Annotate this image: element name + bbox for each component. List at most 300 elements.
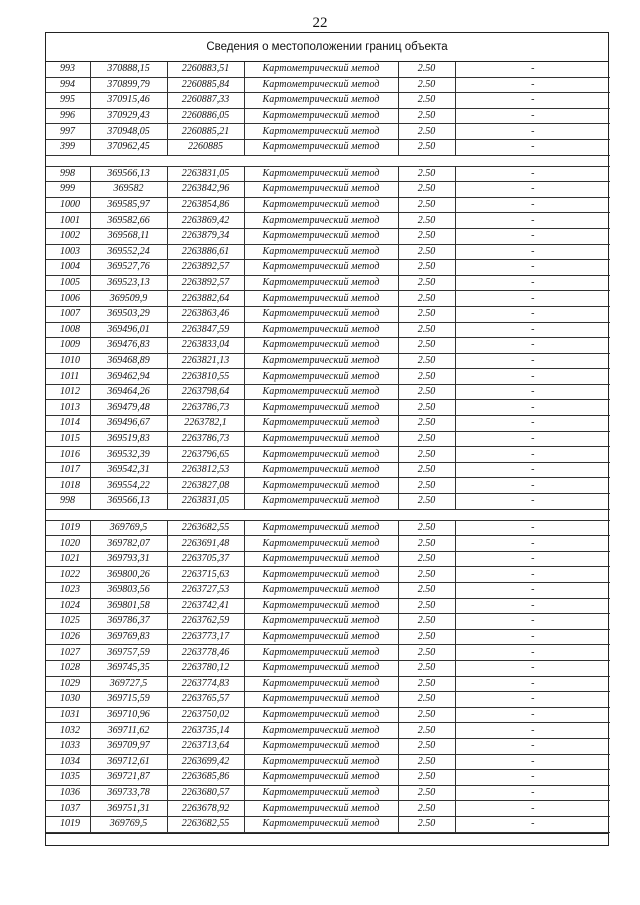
extra-info-cell: - [455,494,610,510]
extra-info-cell: - [455,369,610,385]
accuracy-cell: 2.50 [398,77,455,93]
accuracy-cell: 2.50 [398,494,455,510]
method-cell: Картометрический метод [244,369,398,385]
accuracy-cell: 2.50 [398,645,455,661]
accuracy-cell: 2.50 [398,275,455,291]
point-number-cell: 1006 [46,291,90,307]
table-row [46,244,610,260]
coordinate-x-cell: 369554,22 [90,478,167,494]
coordinate-y-cell: 2260885,21 [167,124,244,140]
extra-info-cell: - [455,400,610,416]
extra-info-cell: - [455,738,610,754]
coordinate-x-cell: 369710,96 [90,707,167,723]
accuracy-cell: 2.50 [398,614,455,630]
point-number-cell: 1019 [46,520,90,536]
table-row [46,322,610,338]
coordinate-y-cell: 2263715,63 [167,567,244,583]
method-cell: Картометрический метод [244,551,398,567]
coordinate-x-cell: 369801,58 [90,598,167,614]
method-cell: Картометрический метод [244,478,398,494]
extra-info-cell: - [455,583,610,599]
method-cell: Картометрический метод [244,400,398,416]
coordinate-y-cell: 2263798,64 [167,384,244,400]
coordinate-y-cell: 2263750,02 [167,707,244,723]
method-cell: Картометрический метод [244,645,398,661]
extra-info-cell: - [455,275,610,291]
coordinate-x-cell: 369721,87 [90,770,167,786]
table-row [46,645,610,661]
coordinate-x-cell: 369786,37 [90,614,167,630]
point-number-cell: 994 [46,77,90,93]
coordinate-x-cell: 370948,05 [90,124,167,140]
extra-info-cell: - [455,447,610,463]
extra-info-cell: - [455,93,610,109]
extra-info-cell: - [455,77,610,93]
accuracy-cell: 2.50 [398,770,455,786]
method-cell: Картометрический метод [244,692,398,708]
extra-info-cell: - [455,291,610,307]
table-row [46,182,610,198]
coordinate-x-cell: 369476,83 [90,338,167,354]
method-cell: Картометрический метод [244,353,398,369]
method-cell: Картометрический метод [244,583,398,599]
coordinate-x-cell: 369503,29 [90,306,167,322]
coordinate-y-cell: 2263831,05 [167,166,244,182]
coordinate-y-cell: 2263735,14 [167,723,244,739]
coordinate-y-cell: 2263886,61 [167,244,244,260]
coordinate-x-cell: 369582 [90,182,167,198]
page-number: 22 [312,15,328,31]
accuracy-cell: 2.50 [398,93,455,109]
table-row [46,723,610,739]
extra-info-cell: - [455,676,610,692]
coordinate-y-cell: 2263773,17 [167,629,244,645]
method-cell: Картометрический метод [244,660,398,676]
accuracy-cell: 2.50 [398,166,455,182]
table-row [46,738,610,754]
method-cell: Картометрический метод [244,462,398,478]
coordinate-y-cell: 2263782,1 [167,416,244,432]
coordinate-y-cell: 2263892,57 [167,275,244,291]
coordinate-x-cell: 369523,13 [90,275,167,291]
coordinate-x-cell: 369527,76 [90,260,167,276]
table-row [46,400,610,416]
coordinate-y-cell: 2263699,42 [167,754,244,770]
table-row [46,598,610,614]
point-number-cell: 1015 [46,431,90,447]
coordinate-y-cell: 2263786,73 [167,431,244,447]
coordinate-x-cell: 369566,13 [90,494,167,510]
coordinate-y-cell: 2260885,84 [167,77,244,93]
point-number-cell: 1016 [46,447,90,463]
point-number-cell: 1034 [46,754,90,770]
accuracy-cell: 2.50 [398,353,455,369]
extra-info-cell: - [455,629,610,645]
method-cell: Картометрический метод [244,108,398,124]
point-number-cell: 1025 [46,614,90,630]
accuracy-cell: 2.50 [398,462,455,478]
coordinate-y-cell: 2260883,51 [167,62,244,77]
coordinate-y-cell: 2260885 [167,139,244,155]
coordinate-x-cell: 369568,11 [90,228,167,244]
extra-info-cell: - [455,692,610,708]
point-number-cell: 995 [46,93,90,109]
point-number-cell: 1029 [46,676,90,692]
coordinate-y-cell: 2263691,48 [167,536,244,552]
accuracy-cell: 2.50 [398,785,455,801]
coordinate-y-cell: 2263827,08 [167,478,244,494]
extra-info-cell: - [455,598,610,614]
table-row [46,431,610,447]
accuracy-cell: 2.50 [398,244,455,260]
accuracy-cell: 2.50 [398,322,455,338]
table-row [46,520,610,536]
method-cell: Картометрический метод [244,384,398,400]
accuracy-cell: 2.50 [398,62,455,77]
accuracy-cell: 2.50 [398,384,455,400]
point-number-cell: 1007 [46,306,90,322]
coordinate-y-cell: 2263685,86 [167,770,244,786]
point-number-cell: 1026 [46,629,90,645]
point-number-cell: 998 [46,494,90,510]
accuracy-cell: 2.50 [398,306,455,322]
coordinate-x-cell: 369800,26 [90,567,167,583]
point-number-cell: 399 [46,139,90,155]
method-cell: Картометрический метод [244,182,398,198]
extra-info-cell: - [455,139,610,155]
point-number-cell: 1010 [46,353,90,369]
table-row [46,462,610,478]
coordinate-x-cell: 369542,31 [90,462,167,478]
boundary-info-frame [45,32,609,846]
coordinate-y-cell: 2263812,53 [167,462,244,478]
method-cell: Картометрический метод [244,723,398,739]
table-row [46,62,610,77]
coordinate-x-cell: 369462,94 [90,369,167,385]
point-number-cell: 1024 [46,598,90,614]
table-row [46,197,610,213]
coordinate-y-cell: 2263833,04 [167,338,244,354]
coordinate-y-cell: 2263742,41 [167,598,244,614]
accuracy-cell: 2.50 [398,567,455,583]
accuracy-cell: 2.50 [398,108,455,124]
method-cell: Картометрический метод [244,291,398,307]
table-row [46,785,610,801]
accuracy-cell: 2.50 [398,416,455,432]
point-number-cell: 1027 [46,645,90,661]
coordinate-x-cell: 370962,45 [90,139,167,155]
extra-info-cell: - [455,108,610,124]
point-number-cell: 1017 [46,462,90,478]
coordinate-x-cell: 369757,59 [90,645,167,661]
point-number-cell: 1021 [46,551,90,567]
coordinate-y-cell: 2263765,57 [167,692,244,708]
point-number-cell: 1030 [46,692,90,708]
table-row [46,108,610,124]
extra-info-cell: - [455,551,610,567]
extra-info-cell: - [455,645,610,661]
extra-info-cell: - [455,801,610,817]
point-number-cell: 1022 [46,567,90,583]
accuracy-cell: 2.50 [398,431,455,447]
method-cell: Картометрический метод [244,306,398,322]
point-number-cell: 1019 [46,816,90,832]
coordinate-x-cell: 369751,31 [90,801,167,817]
method-cell: Картометрический метод [244,520,398,536]
coordinate-y-cell: 2263705,37 [167,551,244,567]
coordinates-table [46,62,610,833]
accuracy-cell: 2.50 [398,520,455,536]
extra-info-cell: - [455,260,610,276]
accuracy-cell: 2.50 [398,598,455,614]
extra-info-cell: - [455,62,610,77]
extra-info-cell: - [455,478,610,494]
point-number-cell: 1000 [46,197,90,213]
accuracy-cell: 2.50 [398,660,455,676]
point-number-cell: 1018 [46,478,90,494]
accuracy-cell: 2.50 [398,754,455,770]
accuracy-cell: 2.50 [398,583,455,599]
coordinate-x-cell: 369509,9 [90,291,167,307]
coordinate-x-cell: 370915,46 [90,93,167,109]
point-number-cell: 1014 [46,416,90,432]
extra-info-cell: - [455,462,610,478]
accuracy-cell: 2.50 [398,124,455,140]
method-cell: Картометрический метод [244,93,398,109]
table-row [46,93,610,109]
group-separator-cell [46,509,610,520]
accuracy-cell: 2.50 [398,723,455,739]
table-row [46,353,610,369]
coordinate-x-cell: 369727,5 [90,676,167,692]
accuracy-cell: 2.50 [398,197,455,213]
coordinate-x-cell: 369793,31 [90,551,167,567]
coordinate-x-cell: 369519,83 [90,431,167,447]
accuracy-cell: 2.50 [398,291,455,307]
point-number-cell: 1004 [46,260,90,276]
point-number-cell: 1012 [46,384,90,400]
extra-info-cell: - [455,306,610,322]
coordinate-y-cell: 2263854,86 [167,197,244,213]
extra-info-cell: - [455,660,610,676]
method-cell: Картометрический метод [244,707,398,723]
table-row [46,692,610,708]
extra-info-cell: - [455,770,610,786]
coordinate-x-cell: 370929,43 [90,108,167,124]
point-number-cell: 993 [46,62,90,77]
point-number-cell: 1032 [46,723,90,739]
method-cell: Картометрический метод [244,77,398,93]
method-cell: Картометрический метод [244,447,398,463]
accuracy-cell: 2.50 [398,139,455,155]
method-cell: Картометрический метод [244,228,398,244]
coordinate-y-cell: 2263682,55 [167,816,244,832]
coordinate-x-cell: 369468,89 [90,353,167,369]
accuracy-cell: 2.50 [398,228,455,244]
coordinate-y-cell: 2263879,34 [167,228,244,244]
table-row [46,676,610,692]
method-cell: Картометрический метод [244,676,398,692]
coordinate-y-cell: 2263810,55 [167,369,244,385]
table-row [46,614,610,630]
extra-info-cell: - [455,213,610,229]
point-number-cell: 1023 [46,583,90,599]
coordinate-x-cell: 369733,78 [90,785,167,801]
coordinate-x-cell: 369712,61 [90,754,167,770]
extra-info-cell: - [455,197,610,213]
point-number-cell: 1003 [46,244,90,260]
coordinate-x-cell: 369715,59 [90,692,167,708]
extra-info-cell: - [455,124,610,140]
table-row [46,583,610,599]
table-row [46,291,610,307]
coordinate-y-cell: 2263774,83 [167,676,244,692]
accuracy-cell: 2.50 [398,369,455,385]
method-cell: Картометрический метод [244,244,398,260]
accuracy-cell: 2.50 [398,707,455,723]
method-cell: Картометрический метод [244,124,398,140]
table-row [46,770,610,786]
coordinate-y-cell: 2263678,92 [167,801,244,817]
table-row [46,494,610,510]
coordinate-x-cell: 369479,48 [90,400,167,416]
coordinate-y-cell: 2260886,05 [167,108,244,124]
table-row [46,707,610,723]
point-number-cell: 1031 [46,707,90,723]
coordinate-y-cell: 2263831,05 [167,494,244,510]
method-cell: Картометрический метод [244,322,398,338]
extra-info-cell: - [455,338,610,354]
extra-info-cell: - [455,754,610,770]
table-row [46,306,610,322]
frame-title: Сведения о местоположении границ объекта [46,33,608,62]
table-row [46,447,610,463]
method-cell: Картометрический метод [244,166,398,182]
method-cell: Картометрический метод [244,139,398,155]
extra-info-cell: - [455,536,610,552]
table-row [46,166,610,182]
table-row [46,275,610,291]
coordinate-y-cell: 2263869,42 [167,213,244,229]
point-number-cell: 999 [46,182,90,198]
coordinates-table-body [46,62,610,832]
coordinate-x-cell: 369496,67 [90,416,167,432]
coordinate-x-cell: 369711,62 [90,723,167,739]
method-cell: Картометрический метод [244,260,398,276]
coordinate-x-cell: 369496,01 [90,322,167,338]
table-footer-blank-row [46,833,608,845]
point-number-cell: 997 [46,124,90,140]
coordinate-y-cell: 2263842,96 [167,182,244,198]
point-number-cell: 1013 [46,400,90,416]
method-cell: Картометрический метод [244,197,398,213]
table-row [46,801,610,817]
coordinate-y-cell: 2263682,55 [167,520,244,536]
coordinate-x-cell: 369745,35 [90,660,167,676]
method-cell: Картометрический метод [244,536,398,552]
table-row [46,77,610,93]
coordinate-x-cell: 369532,39 [90,447,167,463]
accuracy-cell: 2.50 [398,182,455,198]
point-number-cell: 998 [46,166,90,182]
point-number-cell: 1028 [46,660,90,676]
method-cell: Картометрический метод [244,275,398,291]
point-number-cell: 1009 [46,338,90,354]
table-row [46,416,610,432]
point-number-cell: 1008 [46,322,90,338]
coordinate-y-cell: 2263892,57 [167,260,244,276]
coordinate-x-cell: 369769,5 [90,520,167,536]
coordinate-y-cell: 2263713,64 [167,738,244,754]
extra-info-cell: - [455,384,610,400]
coordinate-x-cell: 370888,15 [90,62,167,77]
group-separator-row [46,509,610,520]
coordinate-x-cell: 369769,83 [90,629,167,645]
coordinate-y-cell: 2263780,12 [167,660,244,676]
table-row [46,551,610,567]
coordinate-y-cell: 2263680,57 [167,785,244,801]
extra-info-cell: - [455,182,610,198]
method-cell: Картометрический метод [244,770,398,786]
table-row [46,338,610,354]
table-row [46,660,610,676]
accuracy-cell: 2.50 [398,692,455,708]
point-number-cell: 1033 [46,738,90,754]
table-row [46,213,610,229]
method-cell: Картометрический метод [244,567,398,583]
coordinate-y-cell: 2263847,59 [167,322,244,338]
table-row [46,260,610,276]
table-row [46,567,610,583]
coordinate-y-cell: 2263762,59 [167,614,244,630]
coordinate-y-cell: 2263727,53 [167,583,244,599]
point-number-cell: 1002 [46,228,90,244]
table-row [46,139,610,155]
method-cell: Картометрический метод [244,598,398,614]
extra-info-cell: - [455,244,610,260]
coordinate-x-cell: 369803,56 [90,583,167,599]
method-cell: Картометрический метод [244,431,398,447]
extra-info-cell: - [455,353,610,369]
extra-info-cell: - [455,166,610,182]
method-cell: Картометрический метод [244,801,398,817]
method-cell: Картометрический метод [244,416,398,432]
extra-info-cell: - [455,567,610,583]
table-row [46,478,610,494]
coordinate-x-cell: 369782,07 [90,536,167,552]
coordinate-y-cell: 2263863,46 [167,306,244,322]
method-cell: Картометрический метод [244,494,398,510]
method-cell: Картометрический метод [244,738,398,754]
table-row [46,536,610,552]
coordinate-x-cell: 369585,97 [90,197,167,213]
group-separator-row [46,155,610,166]
table-row [46,369,610,385]
method-cell: Картометрический метод [244,785,398,801]
method-cell: Картометрический метод [244,338,398,354]
point-number-cell: 1037 [46,801,90,817]
accuracy-cell: 2.50 [398,400,455,416]
method-cell: Картометрический метод [244,629,398,645]
method-cell: Картометрический метод [244,816,398,832]
coordinate-x-cell: 369566,13 [90,166,167,182]
table-row [46,754,610,770]
accuracy-cell: 2.50 [398,629,455,645]
extra-info-cell: - [455,707,610,723]
accuracy-cell: 2.50 [398,816,455,832]
accuracy-cell: 2.50 [398,478,455,494]
extra-info-cell: - [455,520,610,536]
